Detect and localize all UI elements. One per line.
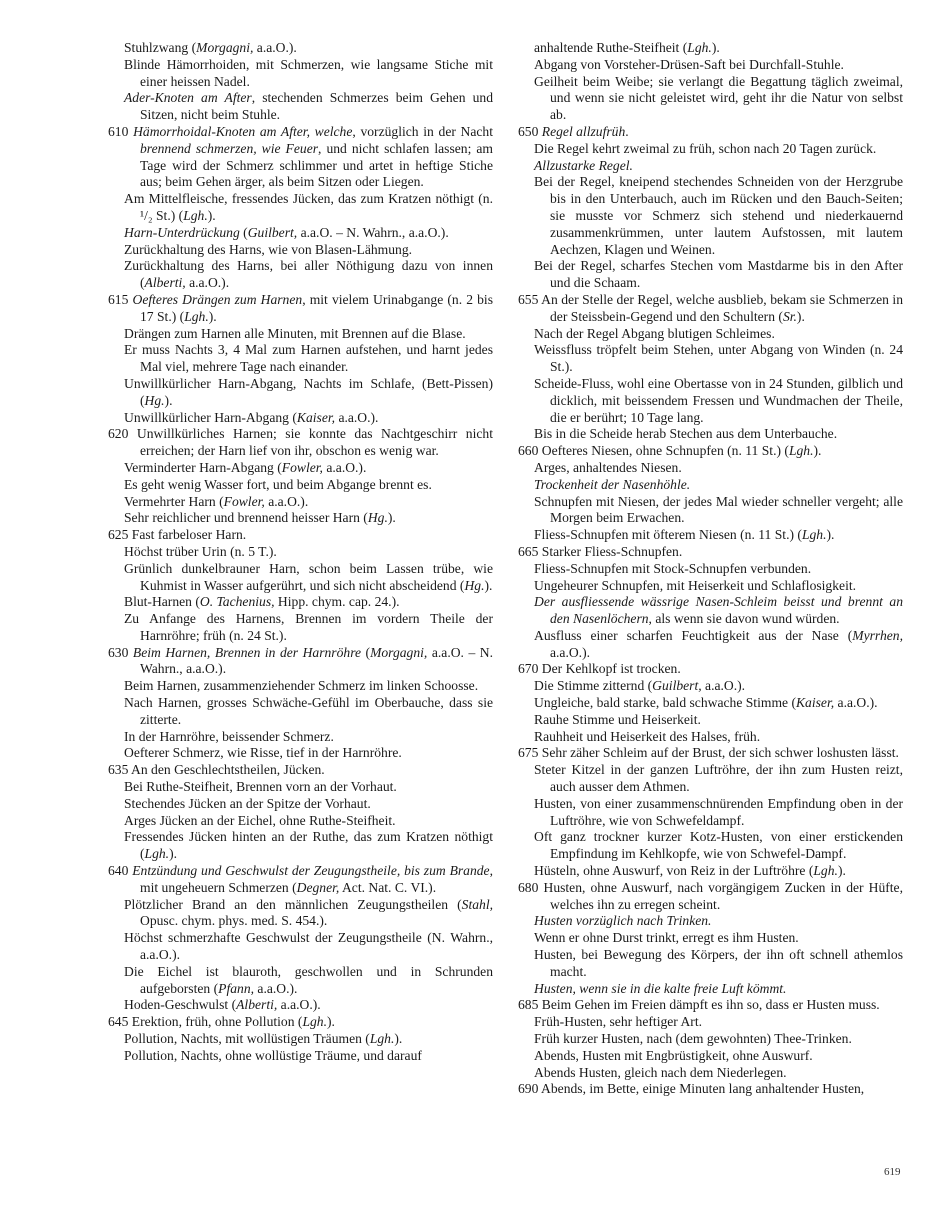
entry-text: Zurückhaltung des Harns, bei aller Nöthigung dazu von innen ( — [124, 258, 493, 291]
symptom-number: 620 — [108, 426, 129, 442]
symptom-entry — [108, 242, 493, 259]
entry-text: Lgh. — [184, 308, 209, 324]
symptom-entry — [108, 124, 493, 191]
symptom-entry — [518, 712, 903, 729]
entry-text: Bis in die Scheide herab Stechen aus dem Unterbauche. — [534, 426, 838, 442]
entry-text: Morgagni, — [196, 40, 254, 55]
symptom-entry — [108, 745, 493, 762]
entry-text: a.a.O. – N. Wahrn., a.a.O.). — [140, 644, 493, 677]
symptom-number: 630 — [108, 644, 129, 660]
entry-text: Harn-Unterdrückung — [124, 224, 240, 240]
symptom-entry — [108, 477, 493, 494]
entry-text: Rauhheit und Heiserkeit des Halses, früh. — [534, 728, 761, 744]
symptom-entry — [108, 1048, 493, 1065]
entry-text: a.a.O.). — [322, 459, 367, 475]
symptom-entry — [518, 460, 903, 477]
entry-text: Drängen zum Harnen alle Minuten, mit Brennen auf die Blase. — [124, 325, 466, 341]
symptom-entry — [518, 729, 903, 746]
entry-text: Kaiser, — [296, 409, 336, 425]
symptom-number: 640 — [108, 863, 129, 879]
entry-text: Lgh. — [788, 443, 814, 459]
symptom-number: 660 — [518, 443, 539, 459]
symptom-entry — [108, 527, 493, 544]
entry-text: Der Kehlkopf ist trocken. — [541, 661, 681, 677]
symptom-entry — [518, 561, 903, 578]
symptom-entry — [108, 1031, 493, 1048]
entry-text: Bei Ruthe-Steifheit, Brennen vorn an der Vorhaut. — [124, 779, 397, 795]
entry-text: Ader-Knoten am After — [124, 90, 252, 106]
entry-text: anhaltende Ruthe-Steifheit ( — [534, 40, 688, 55]
entry-text: Husten, ohne Auswurf, nach vorgängigem Zucken in der Hüfte, welches ihn zu erregen scheint. — [543, 879, 903, 912]
entry-text: Hämorrhoidal-Knoten am After, welche — [133, 123, 353, 139]
entry-text: Hg. — [367, 510, 388, 526]
entry-text: a.a.O.). — [253, 40, 297, 55]
entry-text: Oefteres Drängen zum Harnen — [132, 291, 303, 307]
entry-text: Act. Nat. C. VI.). — [339, 879, 437, 895]
symptom-entry — [518, 477, 903, 494]
symptom-entry — [518, 796, 903, 830]
entry-text: Beim Harnen, zusammenziehender Schmerz im linken Schoosse. — [124, 678, 479, 694]
entry-text: ). — [387, 510, 396, 526]
entry-text: Alberti, — [236, 997, 278, 1013]
entry-text: Husten, bei Bewegung des Körpers, der ihn oft schnell athemlos macht. — [534, 947, 903, 979]
entry-text: Früh-Husten, sehr heftiger Art. — [534, 1014, 702, 1030]
entry-text: Verminderter Harn-Abgang ( — [124, 459, 282, 475]
symptom-entry — [518, 594, 903, 628]
symptom-entry — [518, 527, 903, 544]
symptom-entry — [108, 594, 493, 611]
entry-text: Hoden-Geschwulst ( — [124, 997, 237, 1013]
entry-text: Lgh. — [144, 846, 170, 862]
symptom-entry — [108, 678, 493, 695]
entry-text: Kaiser, — [795, 695, 835, 711]
symptom-entry — [518, 376, 903, 426]
symptom-entry — [108, 258, 493, 292]
entry-text: Oefteres Niesen, ohne Schnupfen (n. 11 St.) ( — [541, 443, 789, 459]
entry-text: Husten, von einer zusammenschnürenden Empfindung oben in der Luftröhre, wie von Schwefeldampf. — [534, 795, 903, 828]
entry-text: Nach der Regel Abgang blutigen Schleimes. — [534, 325, 775, 341]
entry-text: ). — [207, 207, 216, 223]
entry-text: Blinde Hämorrhoiden, mit Schmerzen, wie langsame Stiche mit einer heissen Nadel. — [124, 56, 493, 89]
symptom-entry — [108, 376, 493, 410]
entry-text: Stuhlzwang ( — [124, 40, 197, 55]
symptom-entry — [108, 561, 493, 595]
entry-text: Es geht wenig Wasser fort, und beim Abgange brennt es. — [124, 476, 432, 492]
entry-text: Wenn er ohne Durst trinkt, erregt es ihm Husten. — [534, 930, 799, 946]
symptom-entry — [518, 326, 903, 343]
entry-text: ). — [164, 392, 173, 408]
symptom-entry — [108, 762, 493, 779]
symptom-entry — [108, 460, 493, 477]
entry-text: a.a.O. – N. Wahrn., a.a.O.). — [297, 224, 449, 240]
entry-text: Am Mittelfleische, fressendes Jücken, das zum Kratzen nöthigt (n. ¹/₂ St.) ( — [124, 191, 493, 223]
entry-text: Abends, im Bette, einige Minuten lang anhaltender Husten, — [541, 1081, 865, 1097]
symptom-entry — [108, 863, 493, 897]
entry-text: , mit vielem Urinabgange (n. 2 bis 17 St.) ( — [140, 291, 493, 324]
symptom-entry — [518, 124, 903, 141]
entry-text: ). — [394, 1031, 403, 1047]
entry-text: Schnupfen mit Niesen, der jedes Mal wieder schneller vergeht; alle Morgen beim Erwachen. — [534, 493, 903, 526]
symptom-entry — [518, 158, 903, 175]
entry-text: Die Eichel ist blauroth, geschwollen und in Schrunden aufgeborsten ( — [124, 963, 493, 996]
entry-text: Höchst trüber Urin (n. 5 T.). — [124, 543, 277, 559]
entry-text: , und nicht schlafen lassen; am Tage wird der Schmerz schlimmer und artet in heftige Stiche aus; beim Gehen ärger, als beim Sitzen oder Liegen. — [140, 140, 494, 190]
entry-text: a.a.O.). — [264, 493, 309, 509]
entry-text: a.a.O.). — [185, 275, 230, 291]
entry-text: ( — [239, 224, 248, 240]
entry-text: Husten, wenn sie in die kalte freie Luft kömmt. — [534, 980, 787, 996]
entry-text: Ausfluss einer scharfen Feuchtigkeit aus der Nase ( — [534, 627, 853, 643]
symptom-entry — [518, 443, 903, 460]
symptom-entry — [518, 695, 903, 712]
entry-text: ). — [826, 527, 835, 543]
symptom-number: 615 — [108, 291, 129, 307]
entry-text: Allzustarke Regel. — [534, 157, 633, 173]
entry-text: Oefterer Schmerz, wie Risse, tief in der Harnröhre. — [124, 745, 402, 761]
entry-text: Geilheit beim Weibe; sie verlangt die Begattung täglich zweimal, und wenn sie nicht geleistet wird, geht ihr die Natur von selbst ab. — [534, 73, 903, 123]
entry-text: Höchst schmerzhafte Geschwulst der Zeugungstheile (N. Wahrn., a.a.O.). — [124, 930, 493, 963]
entry-text: Guilbert, — [652, 678, 702, 694]
entry-text: Ungleiche, bald starke, bald schwache Stimme ( — [534, 695, 796, 711]
symptom-entry — [108, 225, 493, 242]
symptom-entry — [108, 342, 493, 376]
symptom-entry — [108, 897, 493, 931]
entry-text: Sr. — [782, 308, 797, 324]
entry-text: Grünlich dunkelbrauner Harn, schon beim Lassen trübe, wie Kuhmist in Wasser aufgerührt, und sich nicht abscheidend ( — [124, 560, 493, 593]
symptom-number: 690 — [518, 1081, 539, 1097]
entry-text: Fast farbeloser Harn. — [131, 527, 247, 543]
entry-text: Degner, — [296, 879, 340, 895]
entry-text: Lgh. — [813, 863, 838, 879]
symptom-number: 625 — [108, 527, 129, 543]
symptom-entry — [518, 57, 903, 74]
symptom-entry — [518, 494, 903, 528]
entry-text: a.a.O.). — [550, 644, 591, 660]
symptom-entry — [518, 829, 903, 863]
symptom-entry — [108, 544, 493, 561]
symptom-entry — [108, 40, 493, 57]
entry-text: Husten vorzüglich nach Trinken. — [534, 913, 712, 929]
entry-text: Pollution, Nachts, mit wollüstigen Träumen ( — [124, 1031, 370, 1047]
symptom-entry — [518, 930, 903, 947]
entry-text: Die Regel kehrt zweimal zu früh, schon nach 20 Tagen zurück. — [534, 140, 877, 156]
entry-text: Regel allzufrüh — [541, 123, 626, 139]
entry-text: Ungeheurer Schnupfen, mit Heiserkeit und Schlaflosigkeit. — [534, 577, 857, 593]
symptom-entry — [108, 729, 493, 746]
symptom-entry — [518, 258, 903, 292]
symptom-entry — [108, 829, 493, 863]
symptom-entry — [108, 191, 493, 225]
entry-text: Unwillkürlicher Harn-Abgang, Nachts im Schlafe, (Bett-Pissen) ( — [124, 375, 493, 408]
symptom-entry — [518, 947, 903, 981]
symptom-entry — [108, 292, 493, 326]
entry-text: , vorzüglich in der Nacht — [352, 123, 494, 139]
entry-text: Weissfluss tröpfelt beim Stehen, unter Abgang von Winden (n. 24 St.). — [534, 342, 903, 375]
symptom-entry — [108, 695, 493, 729]
symptom-entry — [518, 997, 903, 1014]
entry-text: An den Geschlechtstheilen, Jücken. — [131, 762, 325, 778]
symptom-number: 645 — [108, 1014, 129, 1030]
symptom-number: 635 — [108, 762, 129, 778]
entry-text: Fowler, — [281, 459, 323, 475]
entry-text: Steter Kitzel in der ganzen Luftröhre, der ihn zum Husten reizt, auch ausser dem Athmen. — [534, 762, 903, 795]
symptom-entry — [108, 779, 493, 796]
entry-text: Starker Fliess-Schnupfen. — [541, 543, 683, 559]
symptom-entry — [518, 141, 903, 158]
symptom-entry — [108, 930, 493, 964]
right-column — [518, 40, 903, 1098]
symptom-entry — [108, 410, 493, 427]
symptom-entry — [518, 863, 903, 880]
entry-text: Zurückhaltung des Harns, wie von Blasen-Lähmung. — [124, 241, 413, 257]
symptom-entry — [108, 796, 493, 813]
entry-text: Stahl, — [461, 896, 493, 912]
entry-text: Früh kurzer Husten, nach (dem gewohnten) Thee-Trinken. — [534, 1031, 852, 1047]
entry-text: Arges Jücken an der Eichel, ohne Ruthe-Steifheit. — [124, 812, 396, 828]
entry-text: Lgh. — [302, 1014, 328, 1030]
entry-text: Lgh. — [183, 207, 208, 223]
symptom-entry — [518, 745, 903, 762]
entry-text: ). — [208, 308, 217, 324]
symptom-entry — [518, 1048, 903, 1065]
entry-text: Trockenheit der Nasenhöhle. — [534, 476, 691, 492]
symptom-entry — [518, 1065, 903, 1082]
entry-text: Lgh. — [801, 527, 827, 543]
entry-text: Morgagni, — [370, 644, 428, 660]
entry-text: a.a.O.). — [277, 997, 321, 1013]
entry-text: Bei der Regel, scharfes Stechen vom Mastdarme bis in den After und die Schaam. — [534, 258, 903, 291]
entry-text: Alberti, — [144, 275, 186, 291]
entry-text: O. Tachenius, — [199, 594, 275, 610]
symptom-number: 655 — [518, 291, 539, 307]
symptom-number: 610 — [108, 123, 129, 139]
entry-text: Bei der Regel, kneipend stechendes Schneiden von der Herzgrube bis in den Unterbauch, auch im Rücken und den Bauch-Seiten; sie musste vor Schmerz sich stehend und niederkauernd zusammenkrümmen, unter lautem Aufstossen, mit lautem Aechzen, Klagen und Weinen. — [534, 174, 903, 257]
entry-text: Myrrhen, — [852, 627, 903, 643]
entry-text: Unwillkürlicher Harn-Abgang ( — [124, 409, 297, 425]
entry-text: ). — [837, 863, 846, 879]
symptom-entry — [518, 426, 903, 443]
entry-text: Sehr zäher Schleim auf der Brust, der sich schwer loshusten lässt. — [541, 745, 899, 761]
symptom-entry — [518, 74, 903, 124]
entry-text: Entzündung und Geschwulst der Zeugungstheile, bis zum Brande — [132, 863, 490, 879]
symptom-entry — [518, 981, 903, 998]
symptom-entry — [108, 494, 493, 511]
page-number: 619 — [884, 1166, 901, 1178]
symptom-entry — [108, 645, 493, 679]
symptom-entry — [518, 174, 903, 258]
entry-text: Fliess-Schnupfen mit Stock-Schnupfen verbunden. — [534, 560, 812, 576]
symptom-number: 675 — [518, 745, 539, 761]
entry-text: Hg. — [464, 577, 485, 593]
entry-text: Stechendes Jücken an der Spitze der Vorhaut. — [124, 795, 371, 811]
entry-text: An der Stelle der Regel, welche ausblieb, bekam sie Schmerzen in der Steissbein-Gegend und den Schultern ( — [541, 291, 903, 324]
entry-text: ). — [796, 308, 805, 324]
entry-text: ). — [327, 1014, 335, 1030]
entry-text: , stechenden Schmerzes beim Gehen und Sitzen, nicht beim Stuhle. — [140, 90, 493, 123]
entry-text: brennend schmerzen, wie Feuer — [140, 140, 319, 156]
entry-text: Pfann, — [218, 980, 255, 996]
symptom-entry — [108, 813, 493, 830]
entry-text: Der ausfliessende wässrige Nasen-Schleim beisst und brennt an den Nasenlöchern — [534, 594, 903, 627]
symptom-entry — [518, 292, 903, 326]
symptom-entry — [518, 578, 903, 595]
entry-text: Plötzlicher Brand an den männlichen Zeugungstheilen ( — [124, 896, 462, 912]
entry-text: ). — [169, 846, 178, 862]
symptom-entry — [518, 661, 903, 678]
entry-text: ). — [484, 577, 493, 593]
entry-text: Abends, Husten mit Engbrüstigkeit, ohne Auswurf. — [534, 1047, 813, 1063]
symptom-entry — [518, 880, 903, 914]
entry-text: a.a.O.). — [834, 695, 878, 711]
symptom-number: 685 — [518, 997, 539, 1013]
symptom-entry — [518, 40, 903, 57]
entry-text: Erektion, früh, ohne Pollution ( — [131, 1014, 303, 1030]
entry-text: a.a.O.). — [254, 980, 298, 996]
symptom-entry — [518, 678, 903, 695]
symptom-number: 650 — [518, 123, 539, 139]
symptom-entry — [518, 913, 903, 930]
entry-text: Fliess-Schnupfen mit öfterem Niesen (n. 11 St.) ( — [534, 527, 802, 543]
symptom-entry — [518, 1031, 903, 1048]
symptom-entry — [518, 544, 903, 561]
entry-text: Sehr reichlicher und brennend heisser Harn ( — [124, 510, 368, 526]
entry-text: Rauhe Stimme und Heiserkeit. — [534, 711, 701, 727]
symptom-entry — [108, 426, 493, 460]
entry-text: . — [625, 123, 629, 139]
entry-text: Unwillkürliches Harnen; sie konnte das Nachtgeschirr nicht erreichen; der Harn lief von ihr, obschon es wenig war. — [136, 426, 493, 459]
entry-text: Oft ganz trockner kurzer Kotz-Husten, von einer erstickenden Empfindung im Kehlkopfe, wie von Schwefel-Dampf. — [534, 829, 903, 862]
symptom-entry — [518, 628, 903, 662]
entry-text: Nach Harnen, grosses Schwäche-Gefühl im Oberbauche, dass sie zitterte. — [124, 695, 493, 727]
symptom-entry — [518, 762, 903, 796]
entry-text: Zu Anfange des Harnens, Brennen im vordern Theile der Harnröhre; früh (n. 24 St.). — [124, 611, 493, 643]
entry-text: Beim Gehen im Freien dämpft es ihn so, dass er Husten muss. — [541, 997, 880, 1013]
entry-text: In der Harnröhre, beissender Schmerz. — [124, 728, 334, 744]
entry-text: a.a.O.). — [335, 409, 379, 425]
entry-text: ( — [361, 644, 371, 660]
entry-text: Hüsteln, ohne Auswurf, von Reiz in der Luftröhre ( — [534, 863, 814, 879]
entry-text: Hipp. chym. cap. 24.). — [274, 594, 400, 610]
entry-text: Arges, anhaltendes Niesen. — [534, 459, 682, 475]
entry-text: Beim Harnen, Brennen in der Harnröhre — [132, 644, 362, 660]
entry-text: Opusc. chym. phys. med. S. 454.). — [140, 913, 328, 929]
symptom-entry — [108, 57, 493, 91]
entry-text: Fowler, — [223, 493, 265, 509]
entry-text: ). — [813, 443, 822, 459]
entry-text: , als wenn sie davon wund würden. — [648, 611, 840, 627]
entry-text: Hg. — [144, 392, 165, 408]
entry-text: Pollution, Nachts, ohne wollüstige Träume, und darauf — [124, 1047, 422, 1063]
entry-text: a.a.O.). — [701, 678, 746, 694]
symptom-entry — [518, 1014, 903, 1031]
entry-text: Fressendes Jücken hinten an der Ruthe, das zum Kratzen nöthigt ( — [124, 829, 493, 862]
symptom-number: 670 — [518, 661, 539, 677]
entry-text: Blut-Harnen ( — [124, 594, 200, 610]
entry-text: Lgh. — [369, 1031, 395, 1047]
symptom-entry — [108, 90, 493, 124]
symptom-entry — [108, 997, 493, 1014]
left-column — [108, 40, 493, 1065]
entry-text: Abgang von Vorsteher-Drüsen-Saft bei Durchfall-Stuhle. — [534, 56, 844, 72]
symptom-entry — [108, 326, 493, 343]
entry-text: Lgh. — [687, 40, 712, 55]
symptom-entry — [518, 1081, 903, 1098]
entry-text: Abends Husten, gleich nach dem Niederlegen. — [534, 1064, 787, 1080]
symptom-entry — [108, 510, 493, 527]
symptom-entry — [518, 342, 903, 376]
symptom-number: 680 — [518, 879, 539, 895]
entry-text: Vermehrter Harn ( — [124, 493, 224, 509]
symptom-entry — [108, 611, 493, 645]
entry-text: Guilbert, — [247, 224, 298, 240]
entry-text: ). — [711, 40, 720, 55]
entry-text: Die Stimme zitternd ( — [534, 678, 653, 694]
entry-text: Scheide-Fluss, wohl eine Obertasse von in 24 Stunden, gilblich und dicklich, mit beissendem Fressen und Wundmachen der Theile, die er berührt; 10 Tage lang. — [534, 375, 903, 425]
symptom-number: 665 — [518, 543, 539, 559]
entry-text: Er muss Nachts 3, 4 Mal zum Harnen aufstehen, und harnt jedes Mal viel, mehrere Tage nach einander. — [124, 342, 493, 375]
entry-text: , mit ungeheuern Schmerzen ( — [140, 863, 493, 895]
symptom-entry — [108, 1014, 493, 1031]
symptom-entry — [108, 964, 493, 998]
